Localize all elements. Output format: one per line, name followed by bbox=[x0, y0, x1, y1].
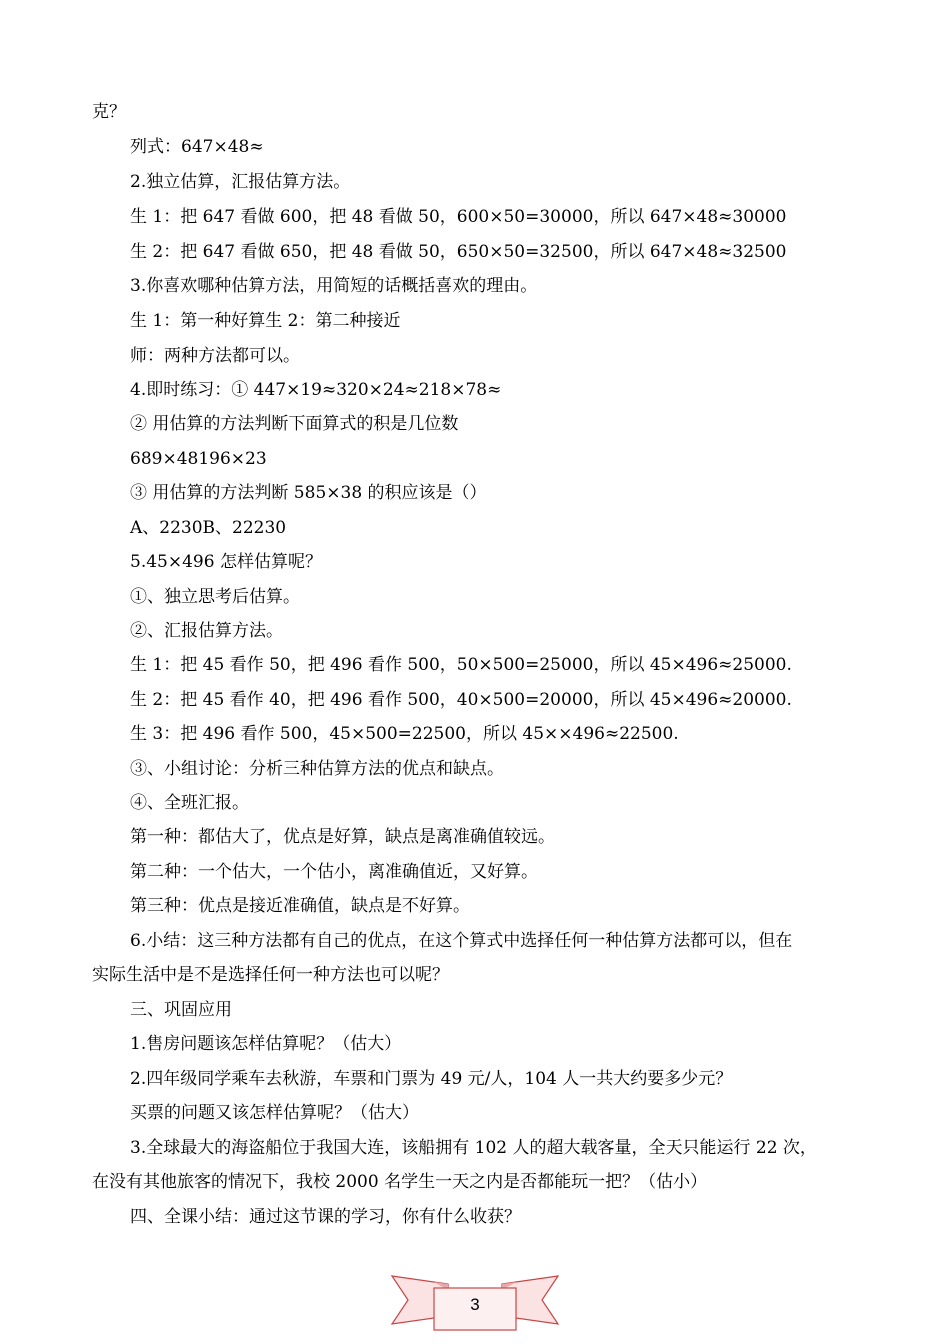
text-line: 在没有其他旅客的情况下，我校 2000 名学生一天之内是否都能玩一把？（估小） bbox=[92, 1172, 708, 1192]
text-line: 生 3：把 496 看作 500，45×500=22500，所以 45××496≈22500. bbox=[130, 724, 679, 744]
text-line: 实际生活中是不是选择任何一种方法也可以呢？ bbox=[92, 965, 449, 985]
text-line: 四、全课小结：通过这节课的学习，你有什么收获？ bbox=[130, 1207, 521, 1227]
text-line: ③、小组讨论：分析三种估算方法的优点和缺点。 bbox=[130, 759, 504, 779]
text-line: 买票的问题又该怎样估算呢？（估大） bbox=[130, 1103, 419, 1123]
text-line: 第二种：一个估大，一个估小，离准确值近，又好算。 bbox=[130, 862, 538, 882]
text-line: ③ 用估算的方法判断 585×38 的积应该是（） bbox=[130, 483, 487, 503]
text-line: 3.你喜欢哪种估算方法，用简短的话概括喜欢的理由。 bbox=[130, 276, 538, 296]
text-line: 689×48196×23 bbox=[130, 449, 267, 469]
text-line: 6.小结：这三种方法都有自己的优点，在这个算式中选择任何一种估算方法都可以，但在 bbox=[130, 931, 793, 951]
text-line: ②、汇报估算方法。 bbox=[130, 621, 283, 641]
text-line: 2.独立估算，汇报估算方法。 bbox=[130, 172, 351, 192]
text-line: 生 1：把 647 看做 600，把 48 看做 50，600×50=30000，所以 647×48≈30000 bbox=[130, 207, 787, 227]
text-line: 4.即时练习：① 447×19≈320×24≈218×78≈ bbox=[130, 380, 502, 400]
text-line: 5.45×496 怎样估算呢？ bbox=[130, 552, 322, 572]
text-line: 师：两种方法都可以。 bbox=[130, 346, 300, 366]
text-line: 三、巩固应用 bbox=[130, 1000, 232, 1020]
text-line: 1.售房问题该怎样估算呢？（估大） bbox=[130, 1034, 402, 1054]
text-line: 第一种：都估大了，优点是好算，缺点是离准确值较远。 bbox=[130, 827, 555, 847]
text-line: 生 1：把 45 看作 50，把 496 看作 500，50×500=25000，所以 45×496≈25000. bbox=[130, 655, 792, 675]
text-line: 2.四年级同学乘车去秋游，车票和门票为 49 元/人，104 人一共大约要多少元？ bbox=[130, 1069, 733, 1089]
page-number-badge bbox=[390, 1272, 560, 1334]
text-line: ①、独立思考后估算。 bbox=[130, 587, 300, 607]
text-line: 列式：647×48≈ bbox=[130, 137, 264, 157]
text-line: ④、全班汇报。 bbox=[130, 793, 249, 813]
text-line: 生 1：第一种好算生 2：第二种接近 bbox=[130, 311, 401, 331]
page-number: 3 bbox=[470, 1295, 480, 1314]
text-line: 生 2：把 45 看作 40，把 496 看作 500，40×500=20000，所以 45×496≈20000. bbox=[130, 690, 792, 710]
text-line: 3.全球最大的海盗船位于我国大连，该船拥有 102 人的超大载客量，全天只能运行 22 次， bbox=[130, 1138, 817, 1158]
text-line: 克？ bbox=[92, 102, 126, 122]
text-line: ② 用估算的方法判断下面算式的积是几位数 bbox=[130, 414, 459, 434]
text-line: 生 2：把 647 看做 650，把 48 看做 50，650×50=32500，所以 647×48≈32500 bbox=[130, 242, 787, 262]
text-line: 第三种：优点是接近准确值，缺点是不好算。 bbox=[130, 896, 470, 916]
text-line: A、2230B、22230 bbox=[130, 518, 287, 538]
